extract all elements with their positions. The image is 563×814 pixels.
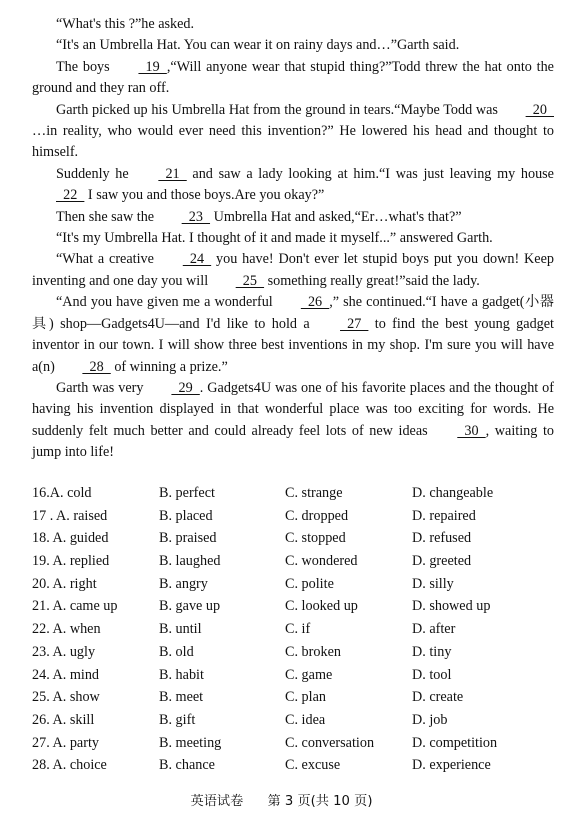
option-choice: C. game bbox=[285, 666, 333, 683]
option-row bbox=[32, 618, 554, 641]
option-choice: C. looked up bbox=[285, 598, 358, 615]
passage-text: I saw you and those boys.Are you okay?” bbox=[84, 187, 325, 204]
option-choice: B. meeting bbox=[159, 734, 222, 751]
option-row bbox=[32, 664, 554, 687]
option-choice: C. if bbox=[285, 621, 311, 638]
option-choice: D. job bbox=[412, 711, 448, 728]
passage-text: ,“Will anyone wear that stupid thing?”Todd threw the hat onto the ground and they ran off. bbox=[32, 58, 554, 97]
passage-paragraph bbox=[32, 378, 554, 464]
option-choice: D. changeable bbox=[412, 485, 494, 501]
option-row bbox=[32, 527, 554, 550]
option-choice: 25. A. show bbox=[32, 689, 100, 706]
option-choice: D. tiny bbox=[412, 643, 452, 660]
passage-paragraph bbox=[32, 207, 554, 228]
option-row bbox=[32, 641, 554, 664]
option-choice: B. meet bbox=[159, 689, 204, 706]
blank-number: 29 bbox=[171, 379, 200, 396]
passage-paragraph bbox=[32, 35, 554, 56]
option-choice: 16.A. cold bbox=[32, 485, 92, 501]
option-row bbox=[32, 595, 554, 618]
option-choice: D. after bbox=[412, 621, 456, 638]
option-choice: D. refused bbox=[412, 530, 472, 547]
footer-page-number: 第 3 页(共 10 页) bbox=[267, 794, 373, 809]
option-row bbox=[32, 573, 554, 596]
blank-number: 30 bbox=[457, 422, 486, 439]
passage-text: …in reality, who would ever need this invention?” He lowered his head and thought to himself. bbox=[32, 123, 554, 161]
passage-text: and saw a lady looking at him.“I was just leaving my house bbox=[186, 165, 554, 182]
option-choice: C. wondered bbox=[285, 553, 358, 570]
option-choice: C. strange bbox=[285, 485, 343, 501]
passage-text: to find the best young gadget inventor in our town. I will show three best inventions in my shop. I'm sure you will have a(n) bbox=[32, 315, 554, 375]
passage-paragraph bbox=[32, 100, 554, 164]
option-row bbox=[32, 709, 554, 732]
blank-number: 23 bbox=[181, 208, 211, 225]
option-choice: D. tool bbox=[412, 666, 452, 683]
blank-number: 19 bbox=[138, 58, 167, 75]
passage-text: The boys bbox=[56, 58, 115, 75]
passage-text: . Gadgets4U was one of his favorite places and the thought of having his invention displayed in that wonderful place was too exciting for words. He suddenly felt much better and could already feel lots of new ideas bbox=[32, 379, 554, 439]
option-choice: D. greeted bbox=[412, 553, 472, 570]
option-choice: 26. A. skill bbox=[32, 711, 95, 728]
option-choice: B. perfect bbox=[159, 485, 215, 501]
blank-number: 27 bbox=[340, 315, 369, 332]
option-choice: 19. A. replied bbox=[32, 553, 110, 570]
option-choice: 23. A. ugly bbox=[32, 643, 96, 660]
option-choice: B. gave up bbox=[159, 598, 221, 615]
passage-paragraph bbox=[32, 292, 554, 378]
passage-text: , waiting to jump into life! bbox=[32, 422, 554, 461]
passage-text: Suddenly he bbox=[56, 165, 135, 182]
passage-text: Then she saw the bbox=[56, 208, 158, 225]
option-choice: C. dropped bbox=[285, 507, 349, 524]
options-list bbox=[32, 482, 554, 777]
option-choice: B. habit bbox=[159, 666, 204, 683]
passage-paragraph bbox=[32, 57, 554, 100]
option-choice: C. excuse bbox=[285, 757, 341, 774]
option-choice: C. idea bbox=[285, 711, 326, 728]
option-choice: B. laughed bbox=[159, 553, 221, 570]
blank-number: 25 bbox=[235, 272, 265, 289]
passage-text: “It's an Umbrella Hat. You can wear it on rainy days and…”Garth said. bbox=[56, 37, 460, 54]
option-choice: B. until bbox=[159, 621, 202, 638]
blank-number: 24 bbox=[182, 251, 212, 268]
option-choice: C. plan bbox=[285, 689, 326, 706]
option-choice: B. placed bbox=[159, 507, 213, 524]
option-choice: 21. A. came up bbox=[32, 598, 118, 615]
passage-text: “What's this ?”he asked. bbox=[56, 16, 195, 32]
option-choice: C. polite bbox=[285, 575, 334, 592]
passage-text: ,” she continued.“I have a gadget(小器具) shop—Gadgets4U—and I'd like to hold a bbox=[32, 294, 554, 332]
option-choice: 28. A. choice bbox=[32, 757, 107, 774]
option-choice: 24. A. mind bbox=[32, 666, 100, 683]
passage-paragraph bbox=[32, 249, 554, 292]
option-row bbox=[32, 686, 554, 709]
option-choice: 17 . A. raised bbox=[32, 507, 108, 524]
option-choice: D. experience bbox=[412, 757, 491, 774]
option-choice: C. broken bbox=[285, 643, 341, 660]
option-row bbox=[32, 732, 554, 755]
option-choice: B. praised bbox=[159, 530, 217, 547]
passage-paragraph bbox=[32, 164, 554, 207]
option-choice: 22. A. when bbox=[32, 621, 101, 638]
blank-number: 21 bbox=[158, 165, 187, 182]
passage-text: something really great!”said the lady. bbox=[264, 272, 480, 289]
option-row bbox=[32, 550, 554, 573]
passage-text: “And you have given me a wonderful bbox=[56, 294, 277, 311]
passage-paragraph bbox=[32, 14, 554, 35]
passage-text: of winning a prize.” bbox=[110, 358, 228, 375]
option-choice: B. old bbox=[159, 643, 194, 660]
option-choice: D. silly bbox=[412, 575, 454, 592]
option-choice: D. competition bbox=[412, 734, 498, 751]
option-choice: 27. A. party bbox=[32, 734, 99, 751]
blank-number: 26 bbox=[300, 294, 330, 311]
option-row bbox=[32, 505, 554, 528]
blank-number: 28 bbox=[82, 358, 111, 375]
option-choice: 20. A. right bbox=[32, 575, 97, 592]
option-choice: C. stopped bbox=[285, 530, 346, 547]
blank-number: 20 bbox=[525, 101, 554, 118]
passage-text: “What a creative bbox=[56, 251, 159, 268]
passage-text: Umbrella Hat and asked,“Er…what's that?” bbox=[210, 208, 462, 225]
passage-paragraph bbox=[32, 228, 554, 249]
option-choice: B. chance bbox=[159, 757, 215, 774]
option-choice: D. repaired bbox=[412, 507, 476, 524]
passage-text: you have! Don't ever let stupid boys put you down! Keep inventing and one day you will bbox=[32, 251, 554, 289]
option-choice: B. gift bbox=[159, 711, 196, 728]
passage-text: “It's my Umbrella Hat. I thought of it and made it myself...” answered Garth. bbox=[56, 230, 493, 247]
option-choice: C. conversation bbox=[285, 734, 375, 751]
passage-text: Garth was very bbox=[56, 379, 148, 396]
blank-number: 22 bbox=[56, 187, 85, 204]
option-choice: 18. A. guided bbox=[32, 530, 109, 547]
footer-subject: 英语试卷 bbox=[190, 794, 244, 809]
option-choice: D. showed up bbox=[412, 598, 491, 615]
passage-text: Garth picked up his Umbrella Hat from the ground in tears.“Maybe Todd was bbox=[56, 101, 502, 118]
option-row bbox=[32, 754, 554, 777]
passage bbox=[32, 14, 554, 464]
option-row bbox=[32, 482, 554, 505]
option-choice: D. create bbox=[412, 689, 464, 706]
option-choice: B. angry bbox=[159, 575, 208, 592]
page-footer bbox=[0, 790, 563, 809]
